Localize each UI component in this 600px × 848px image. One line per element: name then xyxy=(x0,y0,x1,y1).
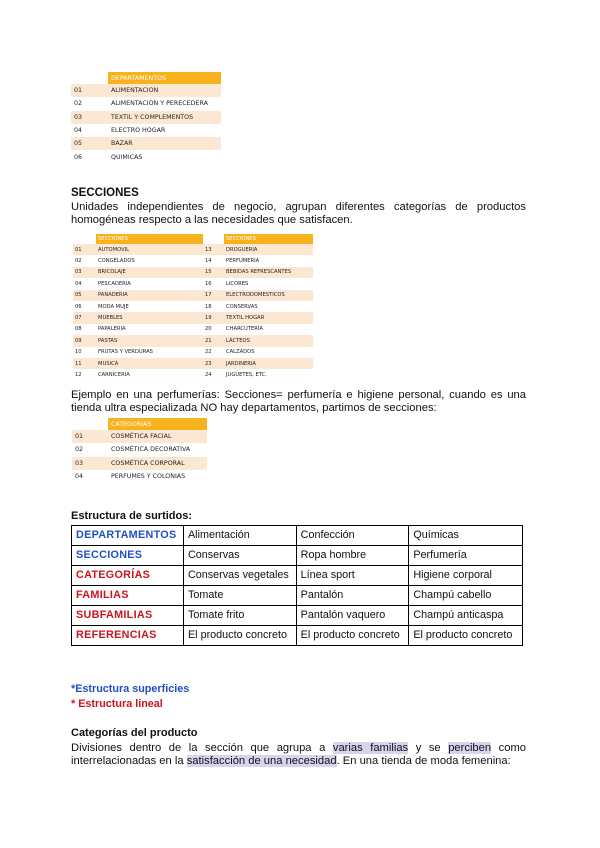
secciones-header-right: SECCIONES xyxy=(224,234,313,244)
table-row: 03 COSMÉTICA CORPORAL xyxy=(72,457,207,470)
table-row: 01 AUTOMOVIL 13 DROGUERIA xyxy=(73,244,313,255)
departamentos-table xyxy=(71,72,221,164)
departamentos-header: DEPARTAMENTOS xyxy=(108,72,221,84)
table-row: REFERENCIAS El producto concreto El producto concreto El producto concreto xyxy=(72,626,523,646)
table-row: 04 PERFUMES Y COLONIAS xyxy=(72,470,207,483)
table-row: 12 CARNICERIA 24 JUGUETES, ETC. xyxy=(73,369,313,380)
table-row: SECCIONES Conservas Ropa hombre Perfumería xyxy=(72,546,523,566)
table-row: 07 MUEBLES 19 TEXTIL HOGAR xyxy=(73,312,313,323)
estructura-table xyxy=(71,525,523,646)
table-row: FAMILIAS Tomate Pantalón Champú cabello xyxy=(72,586,523,606)
table-row: DEPARTAMENTOS Alimentación Confección Químicas xyxy=(72,526,523,546)
table-row: 05 PANADERIA 17 ELECTRODOMESTICOS xyxy=(73,290,313,301)
table-row: 04 ELECTRO HOGAR xyxy=(71,124,221,137)
table-row: 09 PASTAS 21 LÁCTEOS xyxy=(73,335,313,346)
table-row: 05 BAZAR xyxy=(71,137,221,150)
note-estructura-superficies: *Estructura superficies xyxy=(71,683,190,695)
highlight-perciben: perciben xyxy=(448,742,492,754)
table-row: SUBFAMILIAS Tomate frito Pantalón vaquero Champú anticaspa xyxy=(72,606,523,626)
secciones-heading: SECCIONES xyxy=(71,187,139,199)
secciones-header-left: SECCIONES xyxy=(96,234,203,244)
table-row: 08 PAPALERIA 20 CHARCUTERÍA xyxy=(73,324,313,335)
table-row: 06 QUIMICAS xyxy=(71,150,221,163)
secciones-table xyxy=(73,234,313,381)
table-row: 01 COSMÉTICA FACIAL xyxy=(72,430,207,443)
estructura-heading: Estructura de surtidos: xyxy=(71,510,193,522)
table-row: 10 FRUTAS Y VERDURAS 22 CALZADOS xyxy=(73,347,313,358)
table-row: 04 PESCADERIA 16 LICORES xyxy=(73,278,313,289)
table-row: 01 ALIMENTACION xyxy=(71,84,221,97)
table-row: 06 MODA MUJE 18 CONSERVAS xyxy=(73,301,313,312)
categorias-header: CATEGORIAS xyxy=(108,418,207,430)
table-row: 02 COSMÉTICA DECORATIVA xyxy=(72,443,207,456)
table-row: CATEGORÍAS Conservas vegetales Línea sport Higiene corporal xyxy=(72,566,523,586)
categorias-producto-heading: Categorías del producto xyxy=(71,727,198,739)
highlight-satisfaccion: satisfacción de una necesidad xyxy=(186,755,337,768)
highlight-varias-familias: varias familias xyxy=(332,742,409,754)
secciones-description: Unidades independientes de negocio, agrupan diferentes categorías de productos homogéneas respecto a las necesidades que satisfacen. xyxy=(71,201,526,227)
categorias-table xyxy=(72,418,207,483)
table-row: 02 CONGELADOS 14 PERFUMERIA xyxy=(73,255,313,266)
table-row: 03 TEXTIL Y COMPLEMENTOS xyxy=(71,111,221,124)
table-row: 03 BRICOLAJE 15 BEBIDAS REFRESCANTES xyxy=(73,267,313,278)
table-row: 02 ALIMENTACION Y PERECEDERA xyxy=(71,97,221,110)
table-row: 11 MUSICA 23 JARDINERIA xyxy=(73,358,313,369)
categorias-producto-paragraph: Divisiones dentro de la sección que agrupa a varias familias y se perciben como interrelacionadas en la satisfacción de una necesidad. En una tienda de moda femenina: xyxy=(71,742,527,768)
note-estructura-lineal: * Estructura lineal xyxy=(71,698,163,710)
perfumeria-paragraph: Ejemplo en una perfumerías: Secciones= perfumería e higiene personal, cuando es una tienda ultra especializada NO hay departamentos, partimos de secciones: xyxy=(71,389,526,415)
